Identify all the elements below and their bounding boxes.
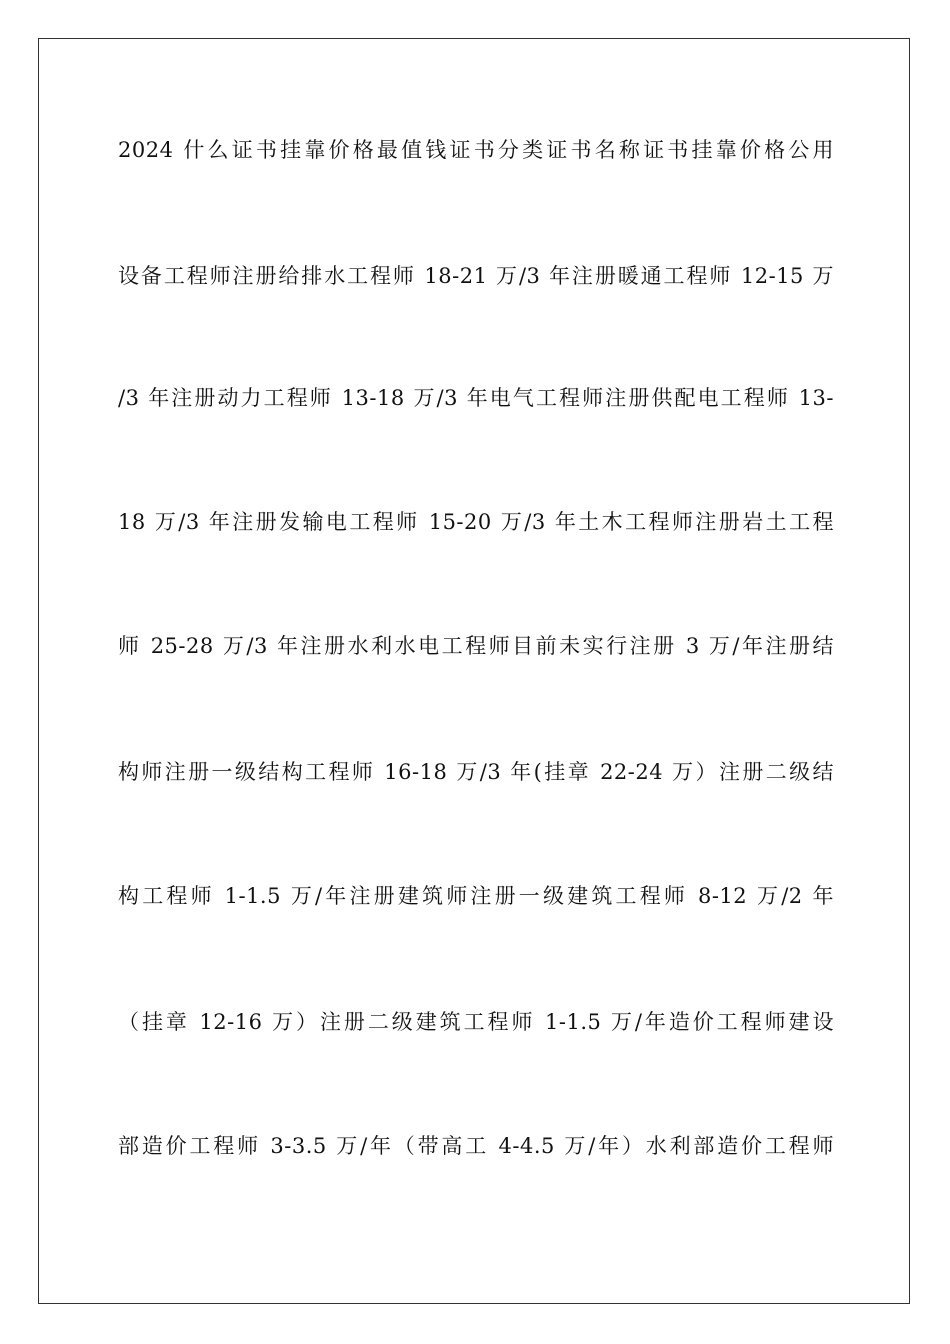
body-text-line-4: 18 万/3 年注册发输电工程师 15-20 万/3 年土木工程师注册岩土工程 (118, 510, 834, 534)
body-text-line-2: 设备工程师注册给排水工程师 18-21 万/3 年注册暖通工程师 12-15 万 (118, 264, 834, 288)
body-text-line-7: 构工程师 1-1.5 万/年注册建筑师注册一级建筑工程师 8-12 万/2 年 (118, 884, 834, 908)
body-text-line-5: 师 25-28 万/3 年注册水利水电工程师目前未实行注册 3 万/年注册结 (118, 634, 834, 658)
body-text-line-1: 2024 什么证书挂靠价格最值钱证书分类证书名称证书挂靠价格公用 (118, 138, 834, 162)
body-text-line-6: 构师注册一级结构工程师 16-18 万/3 年(挂章 22-24 万）注册二级结 (118, 760, 834, 784)
body-text-line-8: （挂章 12-16 万）注册二级建筑工程师 1-1.5 万/年造价工程师建设 (118, 1010, 834, 1034)
body-text-line-3: /3 年注册动力工程师 13-18 万/3 年电气工程师注册供配电工程师 13- (118, 386, 834, 410)
body-text-line-9: 部造价工程师 3-3.5 万/年（带高工 4-4.5 万/年）水利部造价工程师 (118, 1134, 834, 1158)
page-frame (38, 38, 910, 1304)
